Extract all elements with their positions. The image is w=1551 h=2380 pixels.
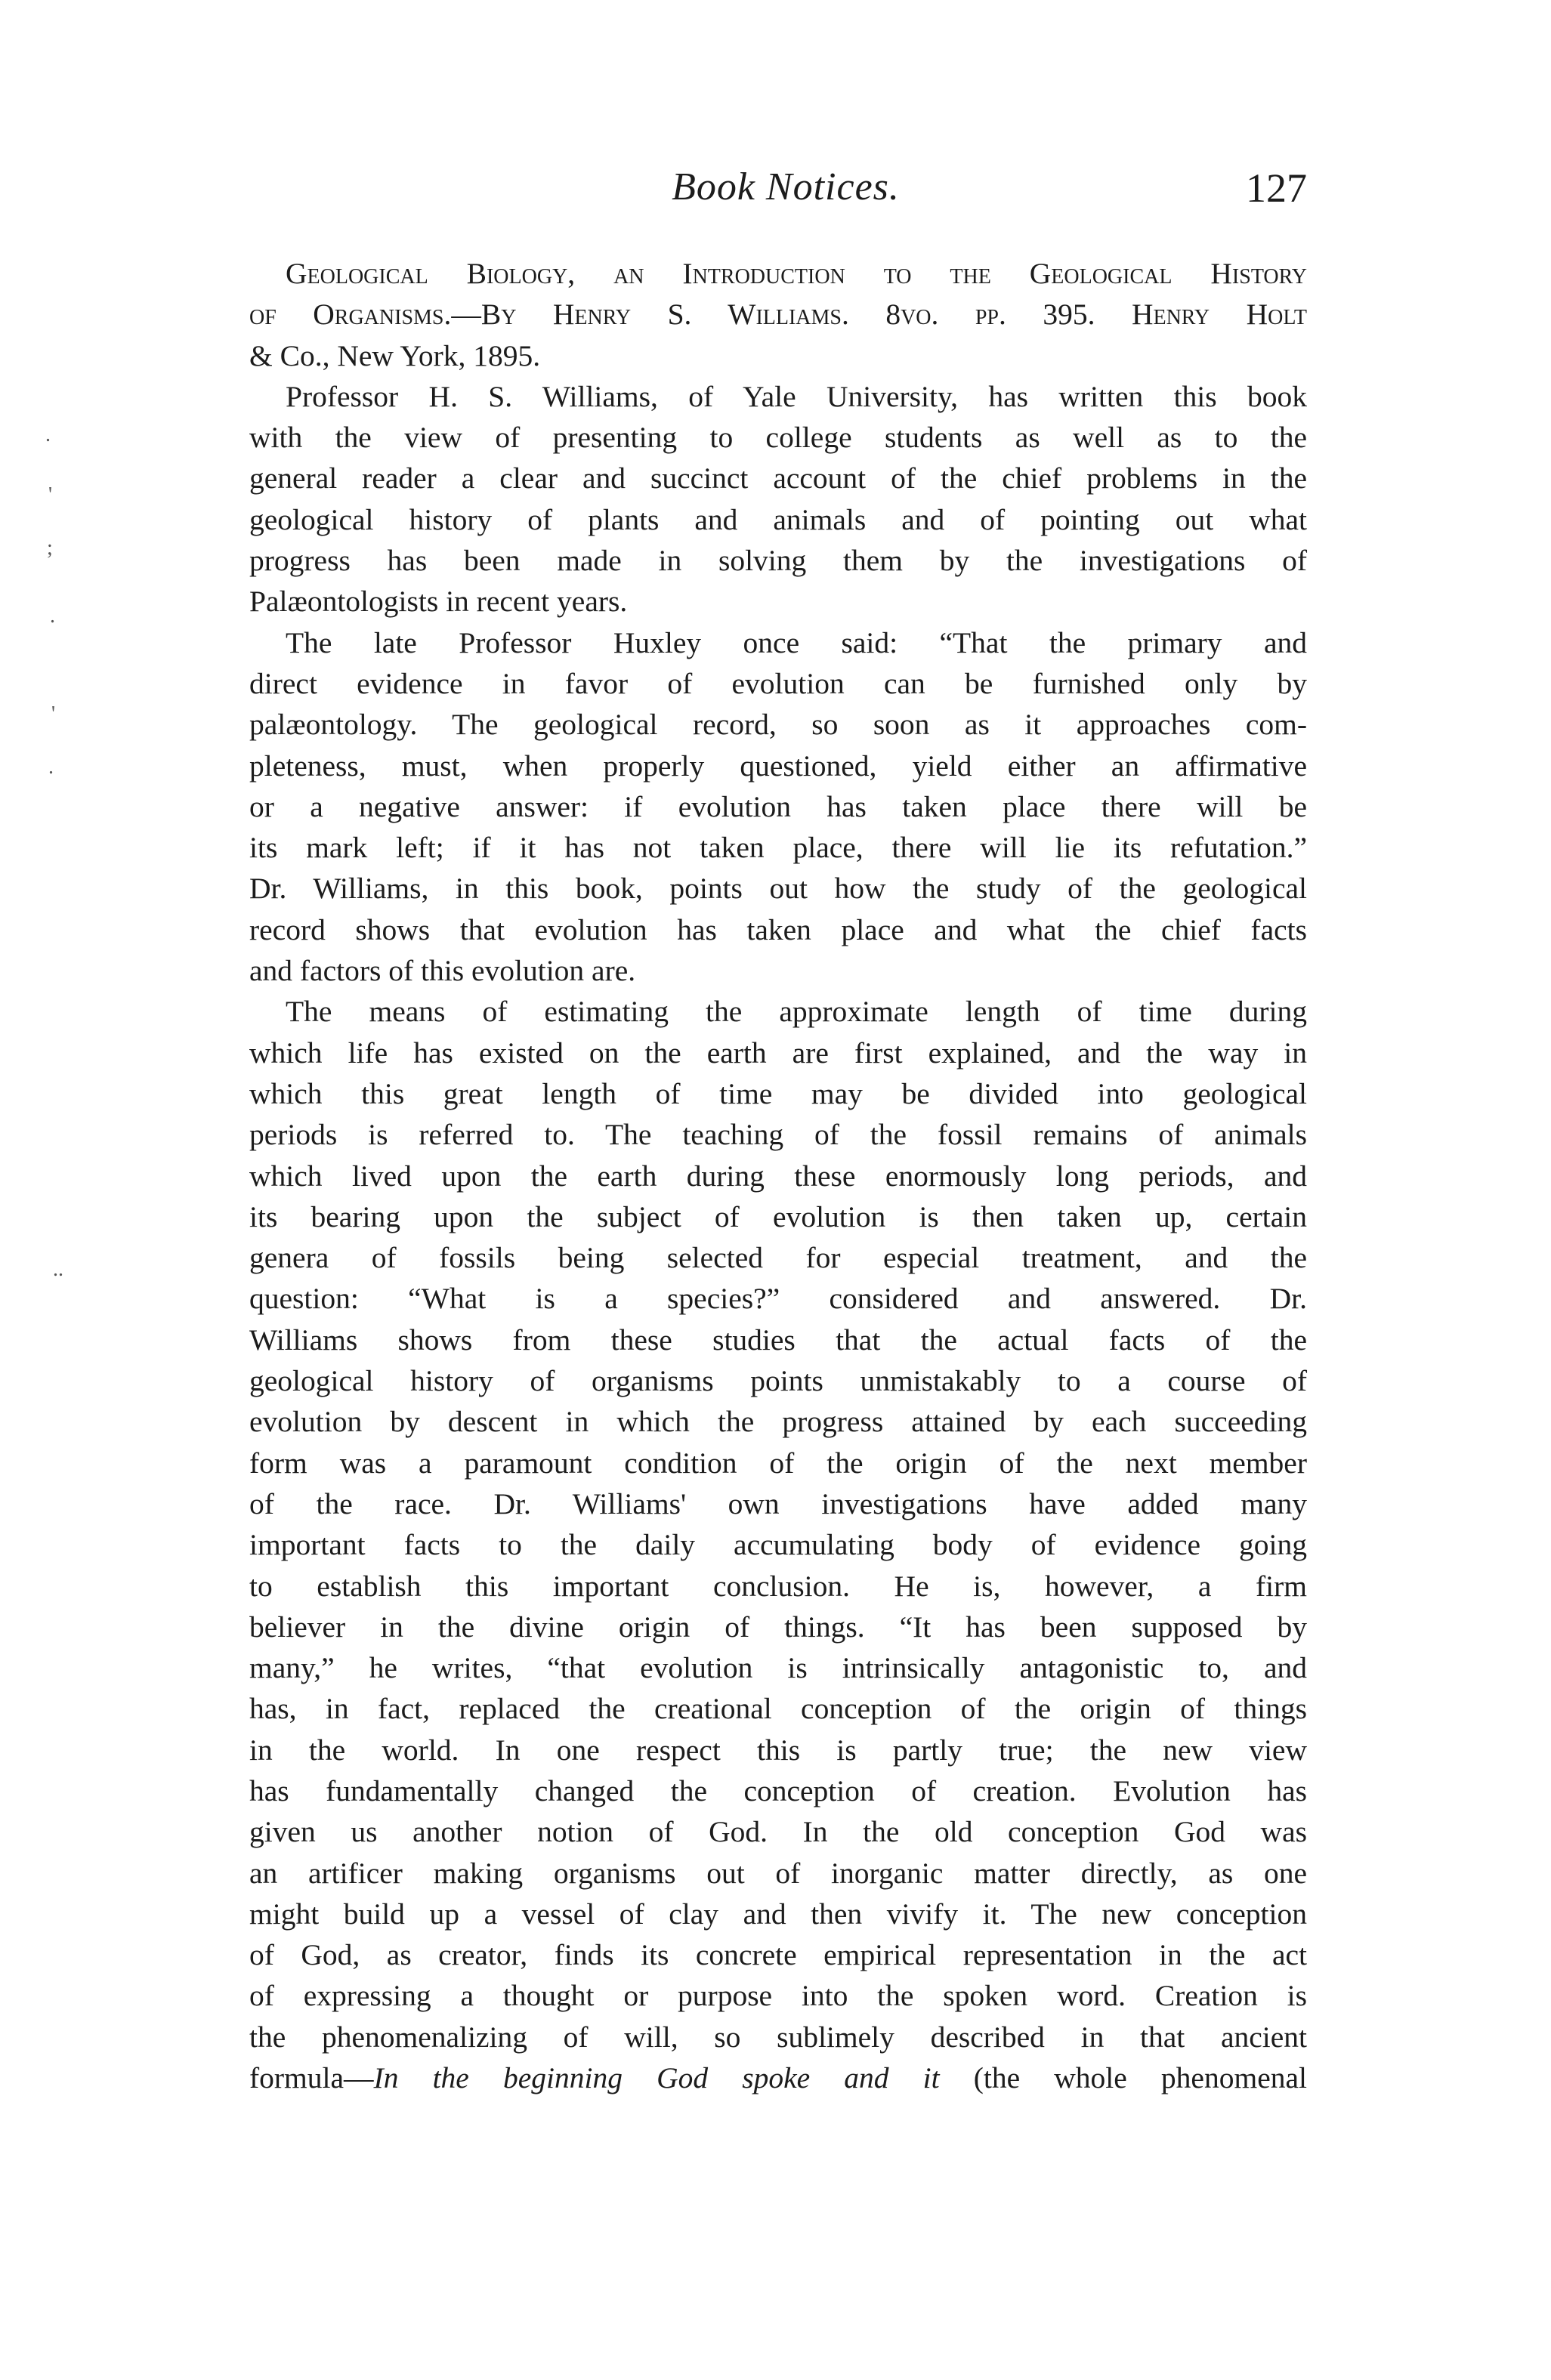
text-line: of the race. Dr. Williams' own investigations have added many [249,1486,1307,1520]
text-line: direct evidence in favor of evolution can be furnished only by [249,666,1307,700]
margin-speck: ' [48,483,53,507]
text-line: question: “What is a species?” considered and answered. Dr. [249,1282,1307,1316]
text-line: general reader a clear and succinct account of the chief problems in the [249,461,1307,495]
running-title: Book Notices. [672,165,900,208]
text-line: geological history of organisms points unmistakably to a course of [249,1364,1307,1398]
margin-specks [30,423,106,1329]
text-line: might build up a vessel of clay and then vivify it. The new conception [249,1897,1307,1931]
paragraph-1 [249,376,1307,622]
text-line: record shows that evolution has taken place and what the chief facts [249,912,1307,946]
text-line: Williams shows from these studies that the actual facts of the [249,1323,1307,1357]
text-line: important facts to the daily accumulating body of evidence going [249,1528,1307,1562]
final-line-lead: formula— [249,2061,374,2095]
text-line: genera of fossils being selected for especial treatment, and the [249,1241,1307,1275]
text-line: pleteness, must, when properly questioned, yield either an affirmative [249,749,1307,783]
text-line: of expressing a thought or purpose into the spoken word. Creation is [249,1979,1307,2013]
text-line: to establish this important conclusion. He is, however, a firm [249,1569,1307,1603]
text-line: The late Professor Huxley once said: “That the primary and [286,625,1307,659]
margin-speck: ' [51,702,56,726]
text-line: with the view of presenting to college students as well as to the [249,421,1307,455]
text-line: has, in fact, replaced the creational conception of the origin of things [249,1692,1307,1726]
text-line: The means of estimating the approximate length of time during [286,995,1307,1029]
text-line: given us another notion of God. In the old conception God was [249,1815,1307,1849]
text-line: the phenomenalizing of will, so sublimely described in that ancient [249,2020,1307,2054]
text-line: an artificer making organisms out of inorganic matter directly, as one [249,1856,1307,1890]
text-line: Dr. Williams, in this book, points out how the study of the geological [249,872,1307,906]
text-line: geological history of plants and animals and of pointing out what [249,502,1307,536]
citation [249,253,1307,376]
margin-speck: . [45,423,51,446]
text-line: which lived upon the earth during these enormously long periods, and [249,1159,1307,1193]
book-notice [249,253,1307,2098]
paragraph-2 [249,622,1307,992]
text-line: or a negative answer: if evolution has taken place there will be [249,789,1307,823]
final-line-italic: In the beginning God spoke and it [373,2061,940,2095]
text-line: which this great length of time may be divided into geological [249,1076,1307,1110]
page-number: 127 [1246,165,1307,211]
text-line: many,” he writes, “that evolution is intrinsically antagonistic to, and [249,1651,1307,1685]
text-line: Palæontologists in recent years. [249,585,628,619]
text-line: its bearing upon the subject of evolution is then taken up, certain [249,1199,1307,1233]
text-line: in the world. In one respect this is partly true; the new view [249,1733,1307,1767]
text-line: and factors of this evolution are. [249,954,636,988]
citation-line: of Organisms.—By Henry S. Williams. 8vo. pp. 395. Henry Holt [249,298,1307,332]
margin-speck: .. [53,1258,63,1281]
paragraph-3 [249,991,1307,2098]
text-line: periods is referred to. The teaching of the fossil remains of animals [249,1118,1307,1152]
text-line: which life has existed on the earth are first explained, and the way in [249,1036,1307,1070]
text-line: form was a paramount condition of the origin of the next member [249,1446,1307,1480]
text-line: progress has been made in solving them by the investigations of [249,544,1307,578]
text-line: its mark left; if it has not taken place, there will lie its refutation.” [249,831,1307,865]
text-line: evolution by descent in which the progress attained by each succeeding [249,1405,1307,1439]
text-line: palæontology. The geological record, so soon as it approaches com- [249,708,1307,742]
text-line: has fundamentally changed the conception of creation. Evolution has [249,1773,1307,1807]
text-line: believer in the divine origin of things. “It has been supposed by [249,1610,1307,1644]
citation-line: & Co., New York, 1895. [249,338,541,372]
final-line-tail: (the whole phenomenal [939,2061,1307,2095]
citation-line: Geological Biology, an Introduction to the Geological History [286,257,1307,290]
running-head [249,165,1322,225]
margin-speck: . [48,755,54,779]
final-text-line [249,2057,1307,2098]
margin-speck: . [50,604,55,628]
text-line: of God, as creator, finds its concrete empirical representation in the act [249,1938,1307,1972]
text-line: Professor H. S. Williams, of Yale University, has written this book [286,379,1307,413]
margin-speck: ; [47,536,53,560]
